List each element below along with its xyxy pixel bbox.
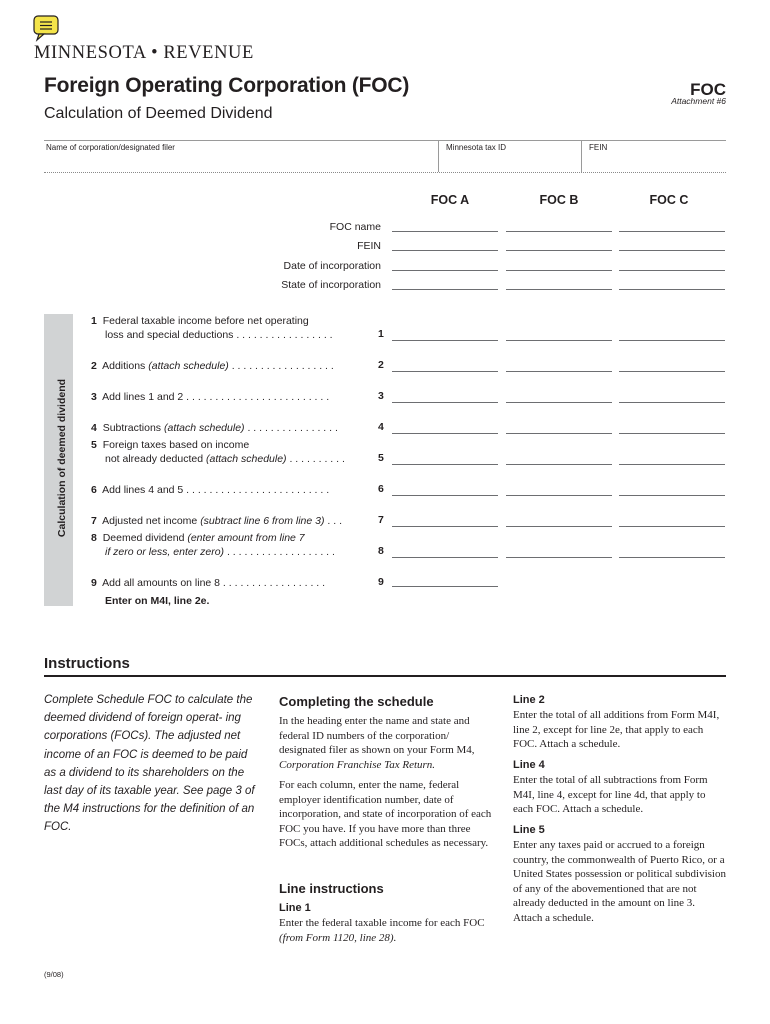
name-field[interactable] bbox=[44, 140, 436, 172]
line5-text: Enter any taxes paid or accrued to a foreign country, the commonwealth of Puerto Rico, or a United States possession or political subdivision of any of the abovementioned that are not already deducted in the amount on line 3. Attach a schedule. bbox=[513, 839, 726, 924]
line-5-foc-b[interactable] bbox=[506, 464, 612, 465]
line4-text: Enter the total of all subtractions from Form M4I, line 4, except for line 4d, that apply to each FOC. Attach a schedule. bbox=[513, 774, 708, 815]
foc-a-date-field[interactable] bbox=[392, 270, 498, 271]
line-6: 6 Add lines 4 and 5 . . . . . . . . . . . . . . . . . . . . . . . . . bbox=[91, 484, 330, 496]
info-row-label: State of incorporation bbox=[281, 279, 381, 291]
foc-c-name-field[interactable] bbox=[619, 231, 725, 232]
foc-b-state-field[interactable] bbox=[506, 289, 612, 290]
line-9-total[interactable] bbox=[392, 586, 498, 587]
line-3-foc-c[interactable] bbox=[619, 402, 725, 403]
line-8-cont: if zero or less, enter zero) . . . . . . . . . . . . . . . . . . . bbox=[105, 546, 335, 558]
line-5-foc-c[interactable] bbox=[619, 464, 725, 465]
foc-b-date-field[interactable] bbox=[506, 270, 612, 271]
line2-text: Enter the total of all additions from Form M4I, line 2, except for line 2e, that apply to each FOC. Attach a schedule. bbox=[513, 709, 720, 750]
name-field-label: Name of corporation/designated filer bbox=[46, 143, 175, 152]
line-1-foc-c[interactable] bbox=[619, 340, 725, 341]
line1-text: Enter the federal taxable income for each FOC (from Form 1120, line 28). bbox=[279, 917, 485, 944]
line-8-foc-a[interactable] bbox=[392, 557, 498, 558]
line-8-foc-c[interactable] bbox=[619, 557, 725, 558]
line-5-cont: not already deducted (attach schedule) . . . . . . . . . . bbox=[105, 453, 345, 465]
line-9-box: 9 bbox=[378, 576, 384, 588]
line-6-foc-b[interactable] bbox=[506, 495, 612, 496]
foc-a-state-field[interactable] bbox=[392, 289, 498, 290]
line-1-foc-b[interactable] bbox=[506, 340, 612, 341]
completing-p2: For each column, enter the name, federal employer identification number, date of incorporation, and state of incorporation of each FOC you have. If you have more than three FOCs, attach additional schedules as necessary. bbox=[279, 779, 492, 849]
foc-c-fein-field[interactable] bbox=[619, 250, 725, 251]
line-5: 5 Foreign taxes based on income bbox=[91, 439, 250, 451]
line-6-foc-c[interactable] bbox=[619, 495, 725, 496]
line-5-box: 5 bbox=[378, 452, 384, 464]
fein-field-label: FEIN bbox=[589, 143, 608, 152]
line-7: 7 Adjusted net income (subtract line 6 from line 3) . . . bbox=[91, 515, 343, 527]
line-2: 2 Additions (attach schedule) . . . . . . . . . . . . . . . . . . bbox=[91, 360, 334, 372]
completing-heading: Completing the schedule bbox=[279, 694, 434, 709]
line-6-box: 6 bbox=[378, 483, 384, 495]
foc-c-date-field[interactable] bbox=[619, 270, 725, 271]
column-header-foc-a: FOC A bbox=[430, 193, 470, 207]
info-row-label: Date of incorporation bbox=[283, 260, 381, 272]
line-7-box: 7 bbox=[378, 514, 384, 526]
line-3: 3 Add lines 1 and 2 . . . . . . . . . . . . . . . . . . . . . . . . . bbox=[91, 391, 330, 403]
column-header-foc-c: FOC C bbox=[649, 193, 689, 207]
instructions-intro: Complete Schedule FOC to calculate the deemed dividend of foreign operat- ing corporations (FOCs). The adjusted net income of an FOC is deemed to be paid as a dividend to its shareholders on the last day of its taxable year. See page 3 of the M4 instructions for the definition of an FOC. bbox=[44, 694, 255, 834]
revision-date: (9/08) bbox=[44, 970, 64, 979]
line-3-box: 3 bbox=[378, 390, 384, 402]
line5-heading: Line 5 bbox=[513, 824, 545, 836]
line-1-cont: loss and special deductions . . . . . . . . . . . . . . . . . bbox=[105, 329, 333, 341]
form-subtitle: Calculation of Deemed Dividend bbox=[44, 105, 273, 122]
tax-id-field-label: Minnesota tax ID bbox=[446, 143, 507, 152]
line-1: 1 Federal taxable income before net operating bbox=[91, 315, 309, 327]
line-2-foc-c[interactable] bbox=[619, 371, 725, 372]
line-1-box: 1 bbox=[378, 328, 384, 340]
line-4-foc-c[interactable] bbox=[619, 433, 725, 434]
line-9: 9 Add all amounts on line 8 . . . . . . . . . . . . . . . . . . bbox=[91, 577, 326, 589]
form-title: Foreign Operating Corporation (FOC) bbox=[44, 74, 410, 97]
column-header-foc-b: FOC B bbox=[539, 193, 579, 207]
instructions-heading: Instructions bbox=[44, 655, 130, 672]
agency-name: MINNESOTA • REVENUE bbox=[34, 43, 254, 63]
info-row-label: FOC name bbox=[329, 221, 381, 233]
line-instructions-heading: Line instructions bbox=[279, 881, 384, 896]
line-7-foc-c[interactable] bbox=[619, 526, 725, 527]
line-4-foc-b[interactable] bbox=[506, 433, 612, 434]
foc-a-fein-field[interactable] bbox=[392, 250, 498, 251]
line-1-foc-a[interactable] bbox=[392, 340, 498, 341]
side-label: Calculation of deemed dividend bbox=[56, 378, 68, 538]
line-3-foc-a[interactable] bbox=[392, 402, 498, 403]
line4-heading: Line 4 bbox=[513, 759, 545, 771]
info-row-label: FEIN bbox=[357, 240, 381, 252]
line-6-foc-a[interactable] bbox=[392, 495, 498, 496]
tax-id-field[interactable] bbox=[439, 140, 579, 172]
form-code: FOC bbox=[690, 80, 726, 99]
line1-heading: Line 1 bbox=[279, 902, 311, 914]
line-7-foc-b[interactable] bbox=[506, 526, 612, 527]
line2-heading: Line 2 bbox=[513, 694, 545, 706]
line-2-foc-b[interactable] bbox=[506, 371, 612, 372]
foc-c-state-field[interactable] bbox=[619, 289, 725, 290]
fein-field[interactable] bbox=[582, 140, 726, 172]
line-2-foc-a[interactable] bbox=[392, 371, 498, 372]
line-8-box: 8 bbox=[378, 545, 384, 557]
line-4-foc-a[interactable] bbox=[392, 433, 498, 434]
foc-b-fein-field[interactable] bbox=[506, 250, 612, 251]
foc-a-name-field[interactable] bbox=[392, 231, 498, 232]
line-8: 8 Deemed dividend (enter amount from line 7 bbox=[91, 532, 305, 544]
attachment-number: Attachment #6 bbox=[671, 96, 726, 106]
line-8-foc-b[interactable] bbox=[506, 557, 612, 558]
line-4-box: 4 bbox=[378, 421, 384, 433]
line-3-foc-b[interactable] bbox=[506, 402, 612, 403]
line-5-foc-a[interactable] bbox=[392, 464, 498, 465]
foc-b-name-field[interactable] bbox=[506, 231, 612, 232]
line-4: 4 Subtractions (attach schedule) . . . . . . . . . . . . . . . . bbox=[91, 422, 338, 434]
line-7-foc-a[interactable] bbox=[392, 526, 498, 527]
logo-icon bbox=[32, 14, 60, 42]
line-2-box: 2 bbox=[378, 359, 384, 371]
completing-p1: In the heading enter the name and state and federal ID numbers of the corporation/ designated filer as shown on your Form M4, Corporation Franchise Tax Return. bbox=[279, 715, 475, 771]
line-9-note: Enter on M4I, line 2e. bbox=[105, 595, 210, 607]
